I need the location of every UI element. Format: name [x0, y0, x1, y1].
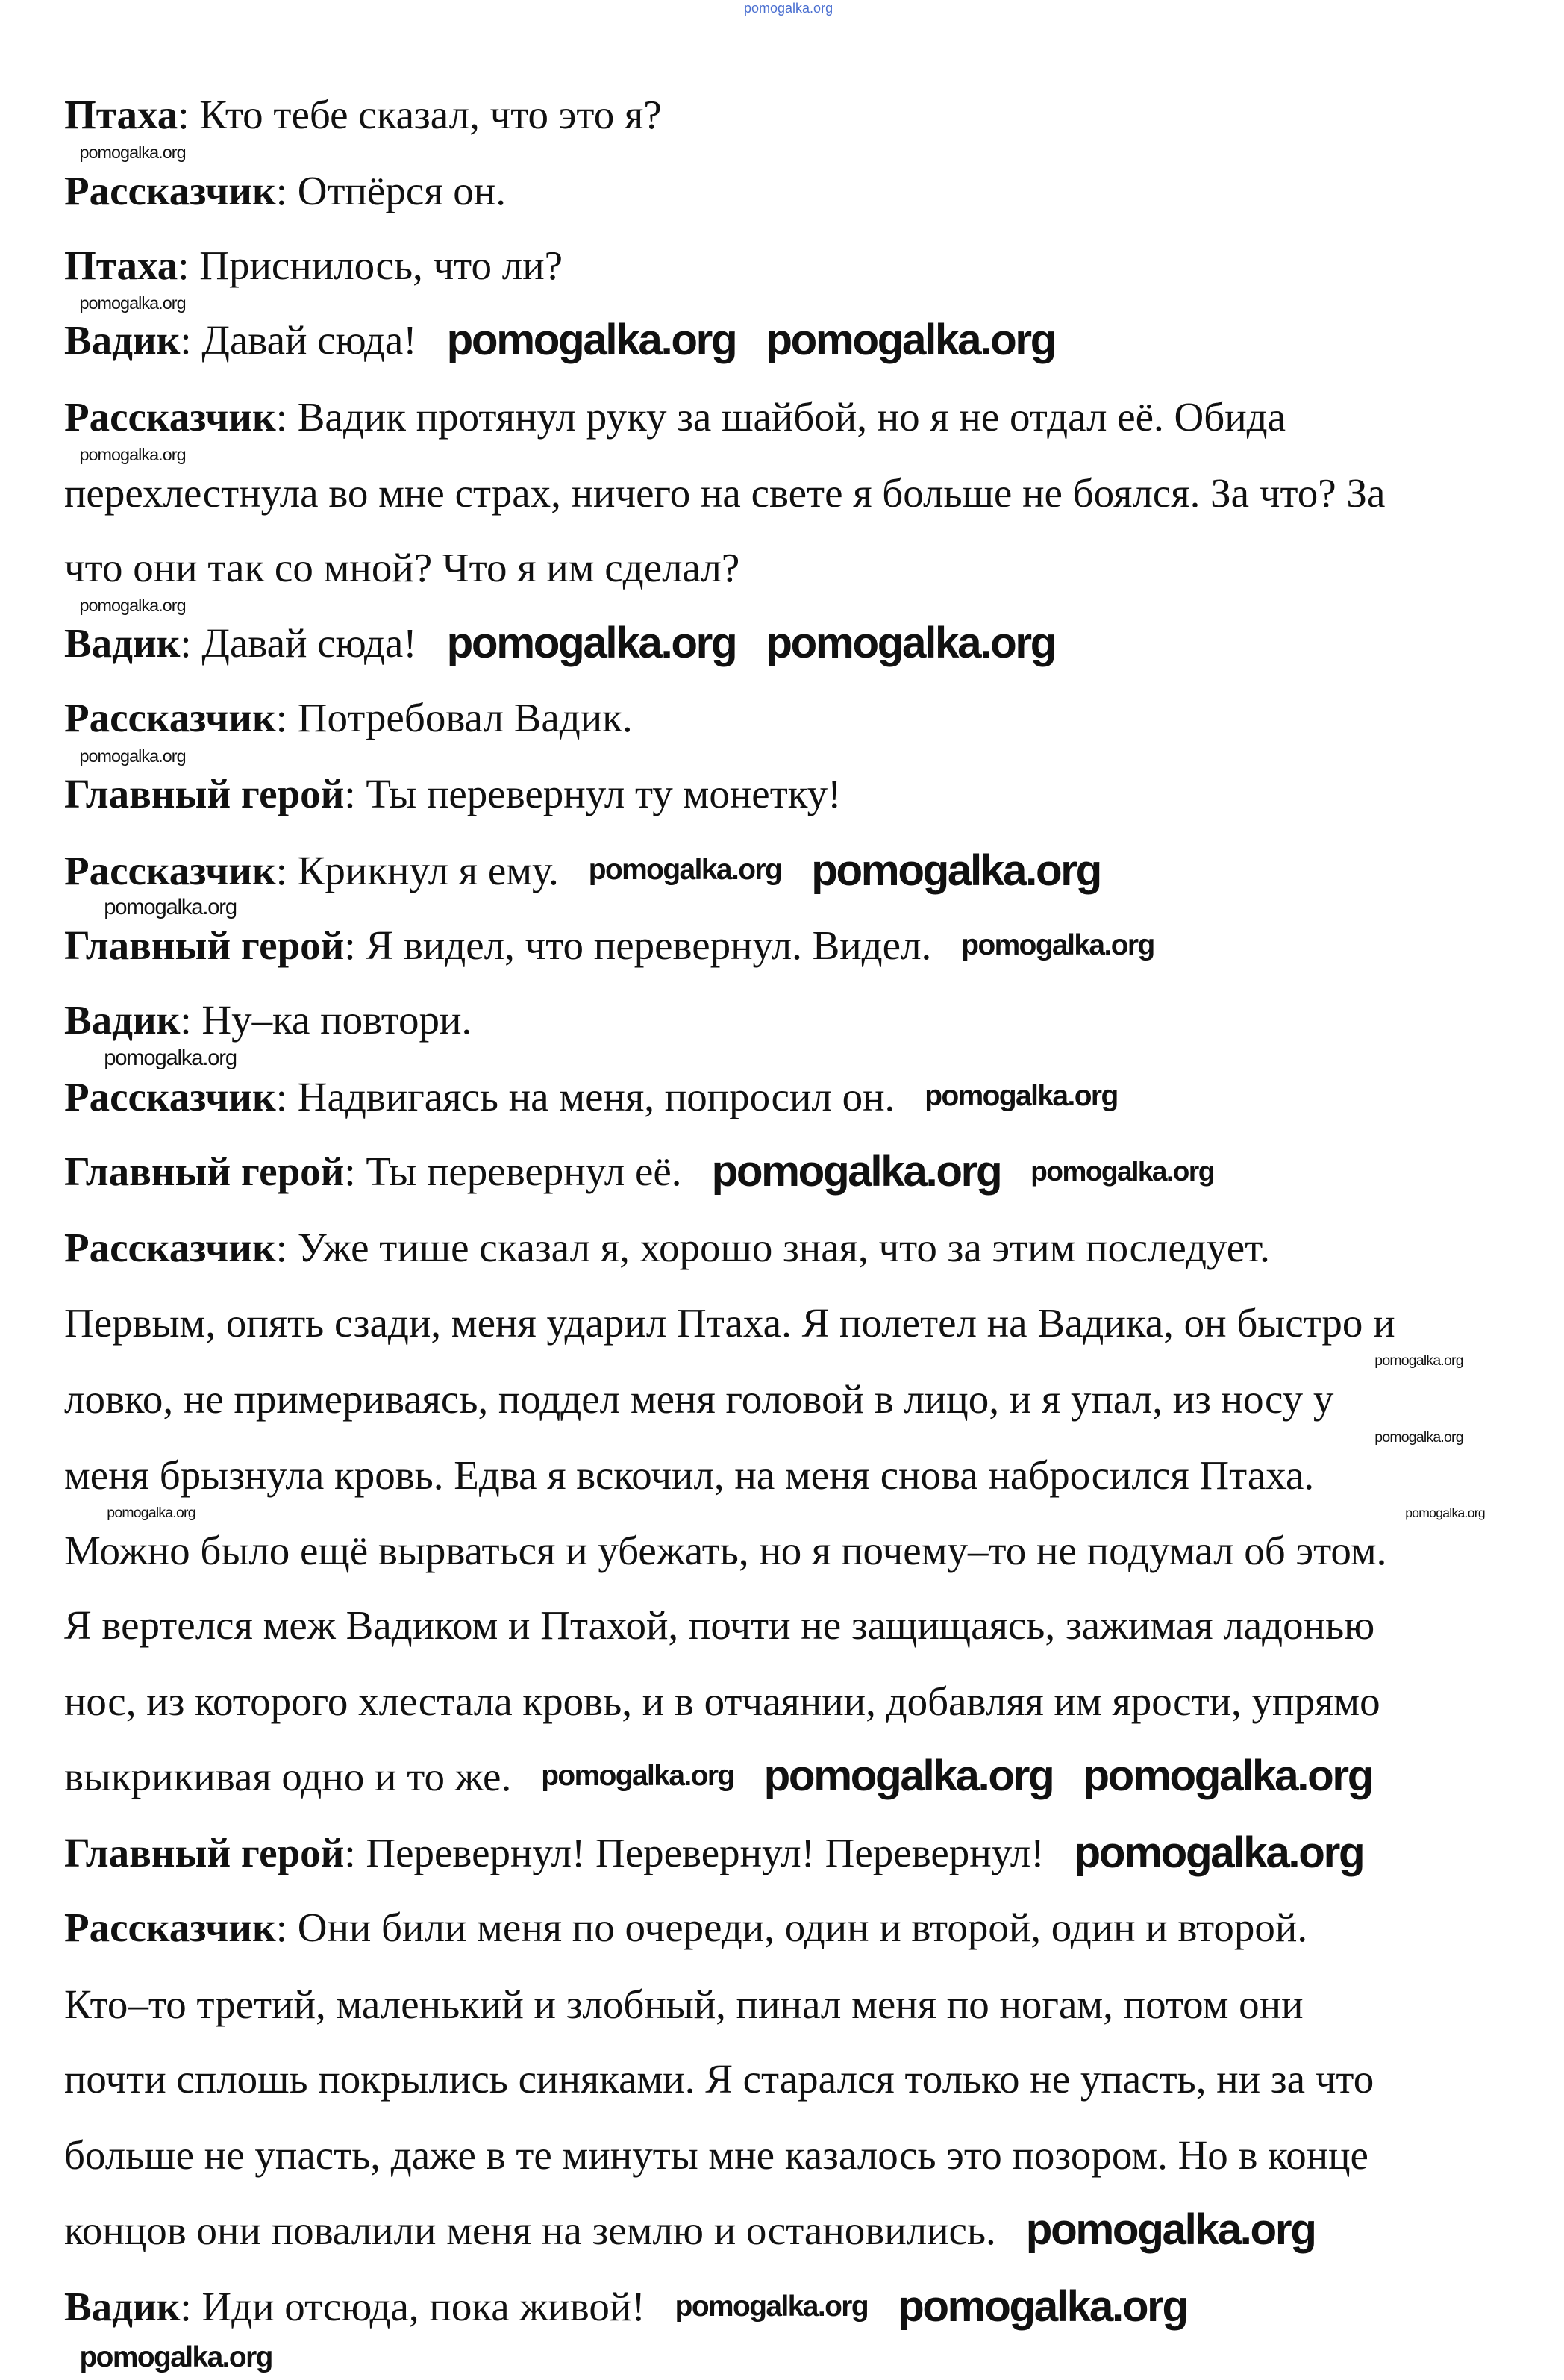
line-text: : Ты перевернул её. — [344, 1149, 682, 1195]
speaker-name: Главный герой — [64, 771, 345, 817]
dialogue-line — [64, 849, 559, 893]
dialogue-line — [64, 243, 563, 288]
dialogue-line — [64, 318, 417, 363]
header-watermark: pomogalka.org — [744, 1, 833, 16]
line-text: Я вертелся меж Вадиком и Птахой, почти не защищаясь, зажимая ладонью — [64, 1602, 1375, 1648]
watermark: pomogalka.org — [446, 618, 736, 667]
speaker-name: Вадик — [64, 997, 181, 1043]
dialogue-line — [64, 169, 506, 213]
line-text: ловко, не примериваясь, поддел меня головой в лицо, и я упал, из носу у — [64, 1376, 1334, 1422]
watermark: pomogalka.org — [961, 928, 1154, 961]
line-text: почти сплошь покрылись синяками. Я старался только не упасть, ни за что — [64, 2055, 1374, 2102]
line-text: Кто–то третий, маленький и злобный, пинал меня по ногам, потом они — [64, 1981, 1304, 2027]
dialogue-line — [64, 1905, 1307, 1950]
line-text: : Они били меня по очереди, один и второй, один и второй. — [275, 1905, 1308, 1951]
dialogue-line — [64, 1831, 1045, 1875]
watermark: pomogalka.org — [675, 2290, 869, 2323]
narration-line — [64, 2208, 996, 2253]
speaker-name: Главный герой — [64, 1830, 345, 1875]
watermark: pomogalka.org — [898, 2281, 1187, 2331]
watermark: pomogalka.org — [1083, 1752, 1373, 1801]
narration-line — [64, 2133, 1368, 2178]
speaker-name: Рассказчик — [64, 1905, 276, 1951]
dialogue-line — [64, 772, 841, 816]
line-text: : Кто тебе сказал, что это я? — [178, 91, 662, 137]
line-text: : Я видел, что перевернул. Видел. — [344, 922, 932, 969]
line-text: : Давай сюда! — [180, 317, 417, 363]
speaker-name: Главный герой — [64, 1149, 345, 1195]
line-text: больше не упасть, даже в те минуты мне казалось это позором. Но в конце — [64, 2132, 1368, 2178]
watermark: pomogalka.org — [1374, 1352, 1463, 1369]
line-text: перехлестнула во мне страх, ничего на свете я больше не боялся. За что? За — [64, 470, 1386, 516]
dialogue-line — [64, 998, 472, 1043]
watermark: pomogalka.org — [766, 618, 1056, 667]
line-text: выкрикивая одно и то же. — [64, 1753, 512, 1799]
line-text: : Надвигаясь на меня, попросил он. — [275, 1073, 895, 1119]
line-text: : Ты перевернул ту монетку! — [344, 771, 842, 817]
line-text: : Отпёрся он. — [275, 167, 506, 213]
watermark: pomogalka.org — [104, 1046, 237, 1070]
line-text: Можно было ещё вырваться и убежать, но я почему–то не подумал об этом. — [64, 1527, 1387, 1573]
watermark: pomogalka.org — [811, 846, 1101, 895]
watermark: pomogalka.org — [79, 746, 186, 766]
line-text: Первым, опять сзади, меня ударил Птаха. Я полетел на Вадика, он быстро и — [64, 1299, 1395, 1346]
watermark: pomogalka.org — [1030, 1155, 1214, 1187]
speaker-name: Рассказчик — [64, 695, 276, 741]
speaker-name: Вадик — [64, 619, 181, 666]
speaker-name: Рассказчик — [64, 847, 276, 893]
speaker-name: Птаха — [64, 91, 178, 137]
dialogue-line — [64, 2284, 645, 2329]
speaker-name: Рассказчик — [64, 1225, 276, 1271]
dialogue-line — [64, 1149, 682, 1194]
narration-line — [64, 1755, 511, 1799]
watermark: pomogalka.org — [1074, 1828, 1364, 1877]
dialogue-line — [64, 1075, 895, 1119]
dialogue-line — [64, 923, 931, 968]
dialogue-line — [64, 1225, 1270, 1270]
watermark: pomogalka.org — [79, 445, 186, 465]
watermark: pomogalka.org — [79, 2341, 272, 2374]
watermark: pomogalka.org — [1374, 1428, 1463, 1446]
narration-line — [64, 1679, 1380, 1724]
watermark: pomogalka.org — [104, 896, 237, 920]
narration-line — [64, 1453, 1314, 1498]
line-text: : Вадик протянул руку за шайбой, но я не отдал её. Обида — [275, 393, 1286, 440]
narration-line — [64, 546, 739, 590]
dialogue-line — [64, 93, 662, 137]
dialogue-line — [64, 395, 1286, 440]
line-text: : Ну–ка повтори. — [180, 997, 472, 1043]
watermark: pomogalka.org — [1025, 2205, 1316, 2255]
line-text: меня брызнула кровь. Едва я вскочил, на меня снова набросился Птаха. — [64, 1452, 1315, 1499]
narration-line — [64, 2057, 1374, 2102]
dialogue-line — [64, 696, 633, 740]
narration-line — [64, 1377, 1333, 1422]
watermark: pomogalka.org — [79, 143, 186, 163]
line-text: : Потребовал Вадик. — [275, 695, 633, 741]
line-text: : Перевернул! Перевернул! Перевернул! — [344, 1830, 1045, 1875]
speaker-name: Птаха — [64, 243, 178, 289]
narration-line — [64, 1301, 1395, 1346]
line-text: : Уже тише сказал я, хорошо зная, что за этим последует. — [275, 1225, 1270, 1271]
watermark: pomogalka.org — [1405, 1505, 1485, 1520]
watermark: pomogalka.org — [79, 595, 186, 615]
narration-line — [64, 1603, 1374, 1648]
line-text: нос, из которого хлестала кровь, и в отчаянии, добавляя им ярости, упрямо — [64, 1678, 1380, 1725]
narration-line — [64, 1528, 1386, 1573]
speaker-name: Вадик — [64, 2283, 181, 2329]
watermark: pomogalka.org — [446, 316, 736, 365]
watermark: pomogalka.org — [588, 854, 782, 887]
speaker-name: Рассказчик — [64, 393, 276, 440]
speaker-name: Рассказчик — [64, 1073, 276, 1119]
watermark: pomogalka.org — [766, 316, 1056, 365]
line-text: : Иди отсюда, пока живой! — [180, 2283, 645, 2329]
narration-line — [64, 1982, 1304, 2027]
watermark: pomogalka.org — [79, 293, 186, 313]
line-text: что они так со мной? Что я им сделал? — [64, 545, 740, 591]
watermark: pomogalka.org — [541, 1760, 734, 1793]
speaker-name: Главный герой — [64, 922, 345, 969]
watermark: pomogalka.org — [107, 1504, 196, 1521]
line-text: : Приснилось, что ли? — [178, 243, 563, 289]
watermark: pomogalka.org — [711, 1146, 1001, 1196]
line-text: : Крикнул я ему. — [275, 847, 559, 893]
watermark: pomogalka.org — [925, 1080, 1118, 1113]
line-text: концов они повалили меня на землю и остановились. — [64, 2207, 996, 2253]
dialogue-line — [64, 621, 417, 666]
watermark: pomogalka.org — [763, 1752, 1054, 1801]
speaker-name: Вадик — [64, 317, 181, 363]
narration-line — [64, 471, 1385, 516]
speaker-name: Рассказчик — [64, 167, 276, 213]
line-text: : Давай сюда! — [180, 619, 417, 666]
